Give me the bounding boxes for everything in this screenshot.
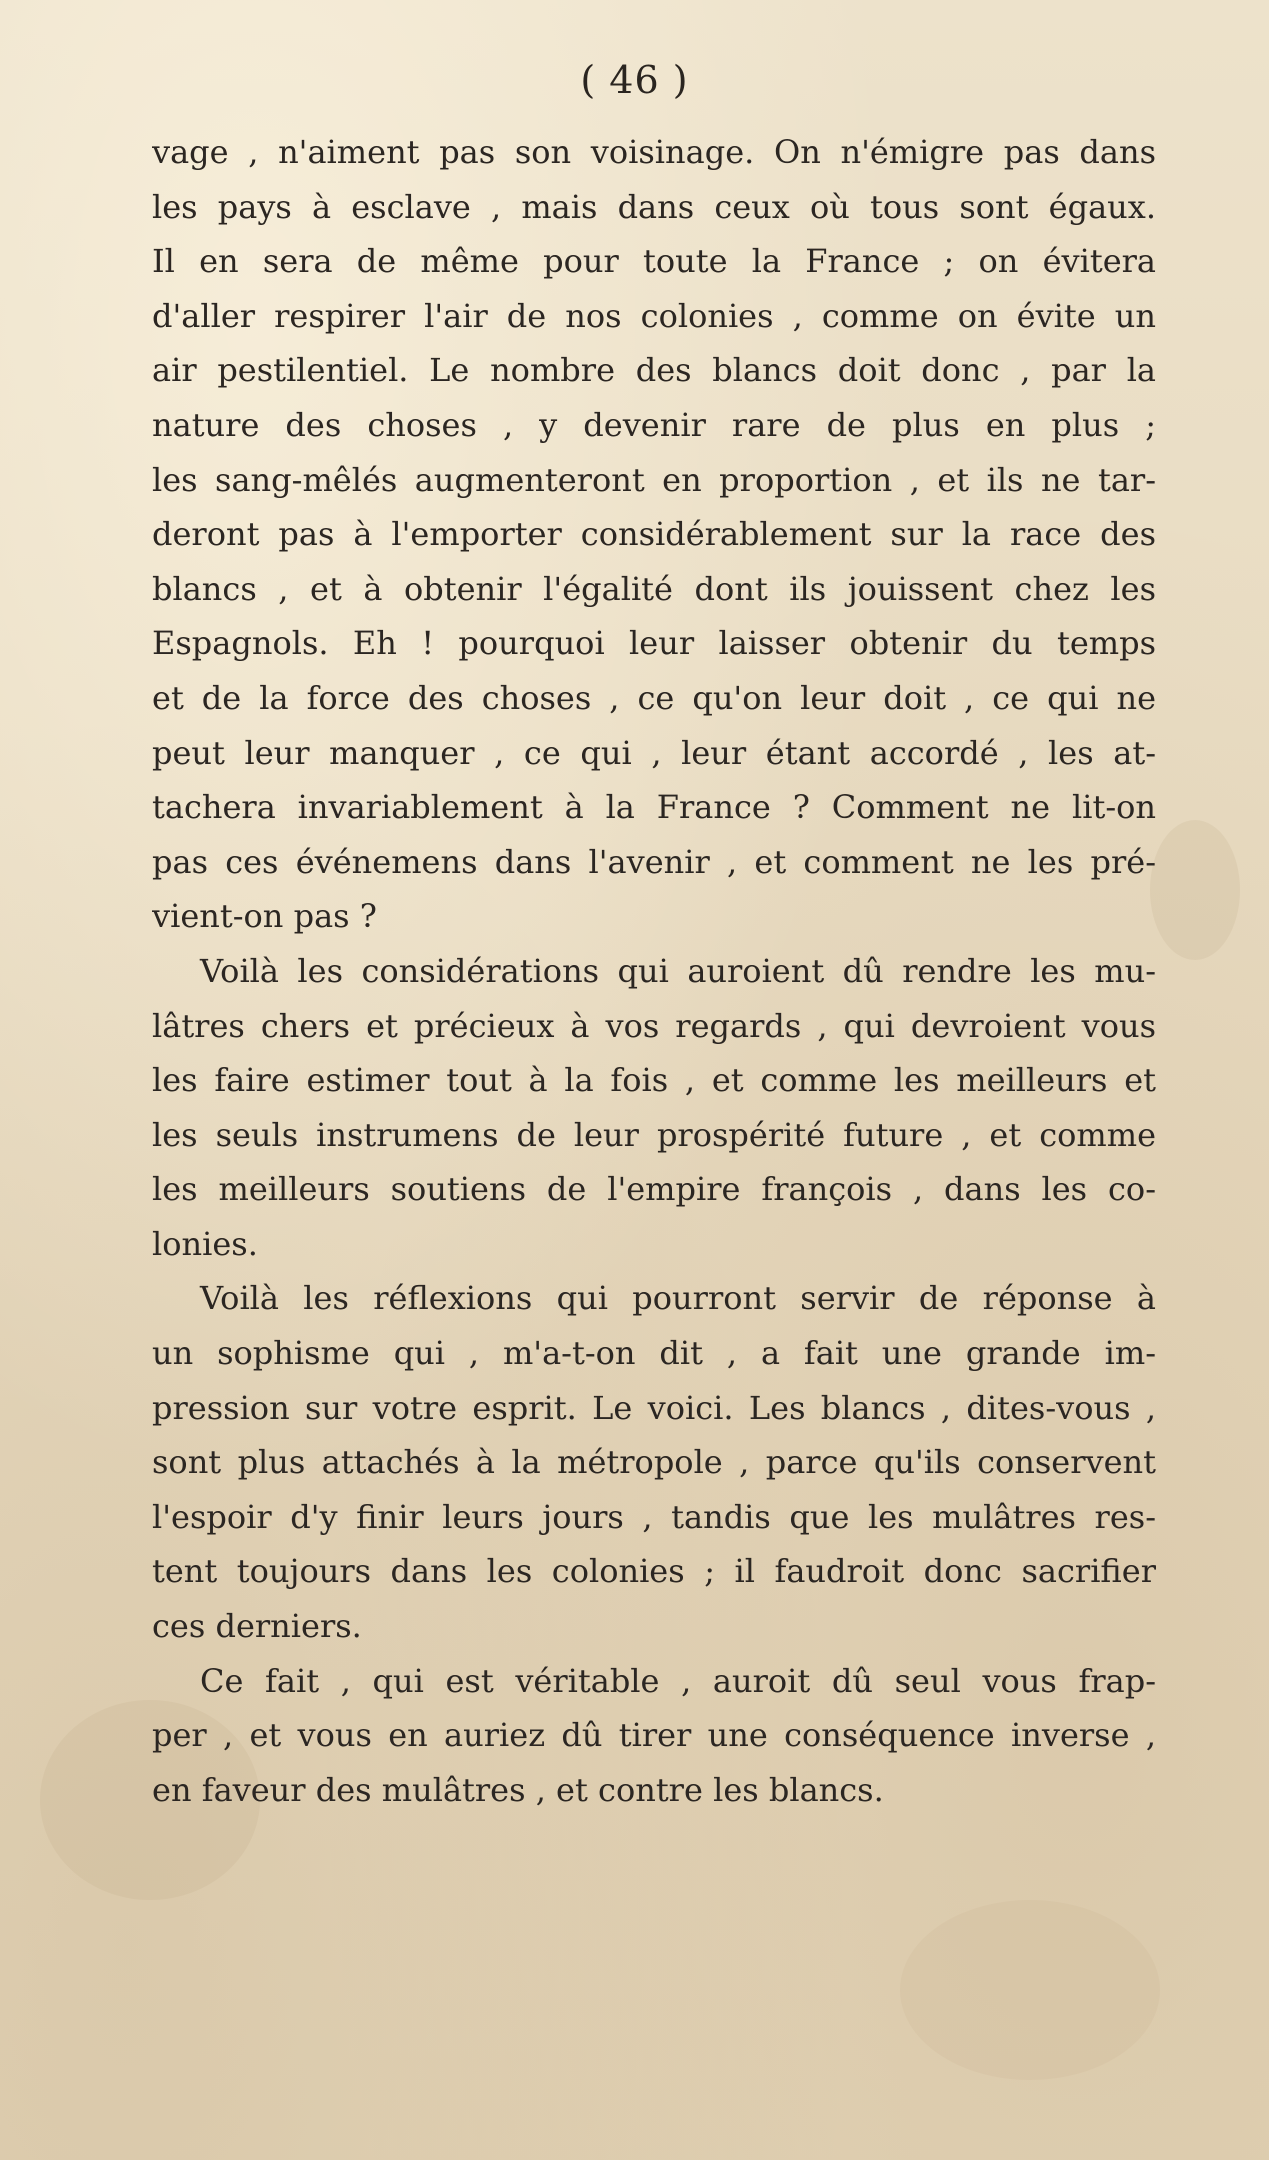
text-line: Voilà les considérations qui auroient dû rendre les mu-: [200, 951, 1156, 990]
text-line: l'espoir d'y finir leurs jours , tandis que les mulâtres res-: [152, 1497, 1156, 1536]
text-line: tent toujours dans les colonies ; il faudroit donc sacrifier: [152, 1552, 1156, 1591]
text-line: tachera invariablement à la France ? Comment ne lit-on: [152, 788, 1156, 827]
text-line: pression sur votre esprit. Le voici. Les blancs , dites-vous ,: [152, 1388, 1156, 1427]
text-line: un sophisme qui , m'a-t-on dit , a fait une grande im-: [152, 1334, 1156, 1373]
text-line: et de la force des choses , ce qu'on leur doit , ce qui ne: [152, 678, 1156, 717]
text-line: les faire estimer tout à la fois , et comme les meilleurs et: [152, 1061, 1156, 1100]
text-line: deront pas à l'emporter considérablement sur la race des: [152, 515, 1156, 554]
text-line: vient-on pas ?: [152, 897, 377, 936]
page-number: ( 46 ): [580, 58, 689, 102]
text-line: blancs , et à obtenir l'égalité dont ils jouissent chez les: [152, 569, 1156, 608]
text-line: Espagnols. Eh ! pourquoi leur laisser obtenir du temps: [152, 624, 1156, 663]
paper-stain: [1150, 820, 1240, 960]
text-line: per , et vous en auriez dû tirer une conséquence inverse ,: [152, 1716, 1156, 1755]
text-line: air pestilentiel. Le nombre des blancs doit donc , par la: [152, 351, 1156, 390]
text-line: ces derniers.: [152, 1607, 362, 1646]
text-line: les meilleurs soutiens de l'empire françois , dans les co-: [152, 1170, 1156, 1209]
text-line: sont plus attachés à la métropole , parce qu'ils conservent: [152, 1443, 1156, 1482]
text-line: en faveur des mulâtres , et contre les blancs.: [152, 1770, 884, 1809]
text-line: vage , n'aiment pas son voisinage. On n'émigre pas dans: [152, 133, 1156, 171]
text-line: lâtres chers et précieux à vos regards , qui devroient vous: [152, 1006, 1156, 1045]
text-line: pas ces événemens dans l'avenir , et comment ne les pré-: [152, 842, 1156, 881]
text-line: peut leur manquer , ce qui , leur étant accordé , les at-: [152, 733, 1156, 772]
text-line: Voilà les réflexions qui pourront servir de réponse à: [200, 1279, 1156, 1318]
text-line: d'aller respirer l'air de nos colonies , comme on évite un: [152, 296, 1156, 335]
text-line: nature des choses , y devenir rare de plus en plus ;: [152, 405, 1156, 444]
text-line: lonies.: [152, 1224, 258, 1263]
paper-stain: [900, 1900, 1160, 2080]
text-line: les sang-mêlés augmenteront en proportion , et ils ne tar-: [152, 460, 1156, 499]
text-line: les pays à esclave , mais dans ceux où tous sont égaux.: [152, 187, 1156, 226]
text-line: les seuls instrumens de leur prospérité future , et comme: [152, 1115, 1156, 1154]
text-line: Ce fait , qui est véritable , auroit dû seul vous frap-: [200, 1661, 1156, 1700]
text-line: Il en sera de même pour toute la France ; on évitera: [152, 242, 1156, 281]
body-text: [152, 125, 1156, 1817]
